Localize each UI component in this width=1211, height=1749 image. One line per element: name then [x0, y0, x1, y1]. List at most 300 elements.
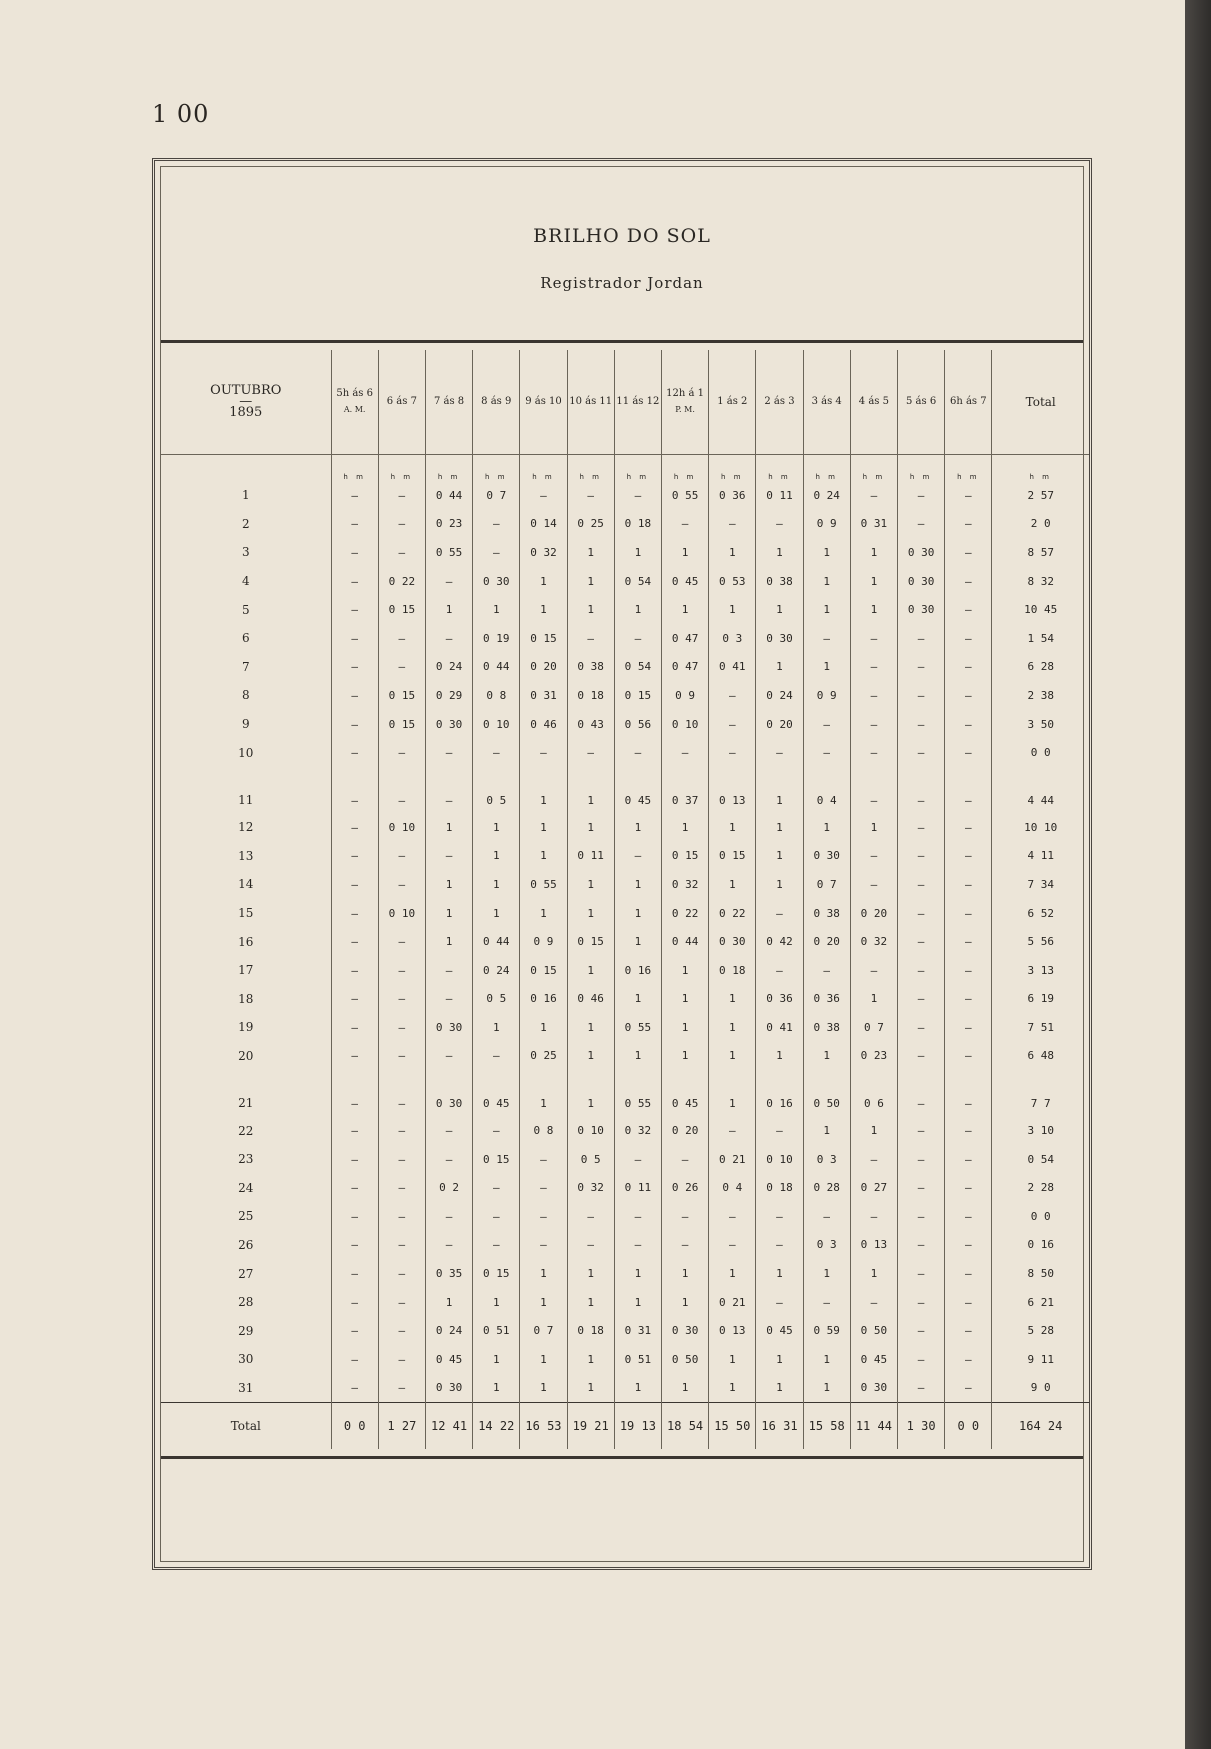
- hour-value-cell: 0 20: [756, 710, 803, 739]
- row-total-cell: 3 13: [1027, 963, 1054, 977]
- hour-value-cell: —: [378, 738, 425, 767]
- hour-value-cell: 0 18: [614, 510, 661, 539]
- unit-label: h m: [661, 455, 708, 482]
- hour-value-cell: —: [331, 767, 378, 813]
- hour-value-cell: —: [850, 681, 897, 710]
- day-cell: 11: [161, 767, 331, 813]
- meridiem: A. M.: [343, 405, 366, 414]
- hour-value-cell: —: [756, 1202, 803, 1231]
- hour-value-cell: 0 44: [473, 653, 520, 682]
- hour-value-cell: —: [898, 1231, 945, 1260]
- hour-value-cell: —: [898, 624, 945, 653]
- hour-value-cell: 1: [567, 567, 614, 596]
- hour-value-cell: —: [331, 1374, 378, 1403]
- hour-value-cell: 1: [661, 813, 708, 842]
- hour-value-cell: —: [331, 1013, 378, 1042]
- table-row: [161, 956, 1089, 985]
- hour-value-cell: —: [425, 1145, 472, 1174]
- table-row: [161, 538, 1089, 567]
- hour-value-cell: —: [898, 1316, 945, 1345]
- hour-value-cell: 1: [567, 956, 614, 985]
- hour-value-cell: —: [945, 681, 992, 710]
- hour-value-cell: 1: [614, 1259, 661, 1288]
- hour-value-cell: —: [331, 1070, 378, 1116]
- hour-value-cell: —: [614, 1231, 661, 1260]
- hour-value-cell: 1: [709, 1013, 756, 1042]
- hour-value-cell: 1: [850, 1116, 897, 1145]
- hour-value-cell: 1: [661, 595, 708, 624]
- day-cell: 30: [161, 1345, 331, 1374]
- hour-value-cell: —: [425, 1042, 472, 1071]
- month-header: [161, 350, 331, 455]
- hour-value-cell: 1: [803, 1345, 850, 1374]
- hour-value-cell: 0 15: [378, 595, 425, 624]
- hour-value-cell: 1: [661, 956, 708, 985]
- hour-value-cell: 0 30: [898, 595, 945, 624]
- hour-value-cell: —: [331, 813, 378, 842]
- hour-value-cell: —: [945, 710, 992, 739]
- hour-value-cell: —: [850, 1202, 897, 1231]
- hour-value-cell: —: [331, 1042, 378, 1071]
- hour-value-cell: 0 8: [520, 1116, 567, 1145]
- hour-value-cell: 1: [520, 813, 567, 842]
- table-row: [161, 1259, 1089, 1288]
- hour-value-cell: 0 53: [709, 567, 756, 596]
- day-cell: 12: [161, 813, 331, 842]
- hour-value-cell: 0 11: [756, 481, 803, 510]
- hour-value-cell: —: [945, 738, 992, 767]
- hour-value-cell: 0 20: [850, 899, 897, 928]
- hour-value-cell: 0 24: [425, 653, 472, 682]
- row-total-cell: 2 28: [1027, 1181, 1054, 1195]
- hour-value-cell: —: [945, 624, 992, 653]
- hour-value-cell: —: [945, 1173, 992, 1202]
- hour-value-cell: —: [567, 1202, 614, 1231]
- hour-value-cell: 1: [709, 1374, 756, 1403]
- hour-value-cell: 0 32: [520, 538, 567, 567]
- hour-value-cell: 1: [567, 1042, 614, 1071]
- hour-value-cell: —: [425, 738, 472, 767]
- hour-value-cell: —: [756, 899, 803, 928]
- hour-value-cell: 0 11: [567, 842, 614, 871]
- page-number: 1 00: [152, 100, 210, 128]
- hour-value-cell: —: [850, 956, 897, 985]
- hour-value-cell: —: [614, 1145, 661, 1174]
- table-row: [161, 710, 1089, 739]
- hour-value-cell: —: [945, 1259, 992, 1288]
- hour-value-cell: —: [567, 624, 614, 653]
- hour-column-header: [898, 350, 945, 455]
- day-cell: 8: [161, 681, 331, 710]
- hour-value-cell: 1: [473, 899, 520, 928]
- hour-value-cell: —: [945, 1345, 992, 1374]
- hour-value-cell: 1: [567, 595, 614, 624]
- hour-value-cell: —: [567, 1231, 614, 1260]
- hour-value-cell: —: [945, 1316, 992, 1345]
- column-total-cell: 12 41: [425, 1403, 472, 1450]
- hour-value-cell: 0 30: [898, 538, 945, 567]
- hour-value-cell: —: [378, 538, 425, 567]
- hour-value-cell: 1: [661, 1013, 708, 1042]
- table-frame-inner: [160, 166, 1084, 1562]
- hour-value-cell: —: [661, 738, 708, 767]
- hour-value-cell: —: [850, 738, 897, 767]
- hour-value-cell: 1: [567, 1374, 614, 1403]
- hour-value-cell: 1: [709, 1259, 756, 1288]
- hour-value-cell: 0 11: [614, 1173, 661, 1202]
- hour-value-cell: —: [378, 1070, 425, 1116]
- hour-value-cell: —: [520, 1202, 567, 1231]
- hour-value-cell: 0 9: [803, 510, 850, 539]
- hour-value-cell: —: [756, 738, 803, 767]
- hour-value-cell: —: [425, 767, 472, 813]
- hour-value-cell: 1: [567, 1013, 614, 1042]
- hour-value-cell: —: [945, 1070, 992, 1116]
- hour-value-cell: 1: [614, 927, 661, 956]
- day-cell: 13: [161, 842, 331, 871]
- hour-value-cell: 1: [520, 595, 567, 624]
- table-subtitle: Registrador Jordan: [540, 274, 704, 292]
- hour-value-cell: 0 18: [567, 1316, 614, 1345]
- row-total-cell: 8 50: [1027, 1267, 1054, 1281]
- hour-value-cell: —: [898, 653, 945, 682]
- row-total-cell: 5 56: [1027, 935, 1054, 949]
- hour-value-cell: 1: [614, 813, 661, 842]
- hour-value-cell: —: [331, 481, 378, 510]
- hour-value-cell: 0 9: [803, 681, 850, 710]
- hour-value-cell: 0 22: [378, 567, 425, 596]
- month-dash: —: [239, 394, 253, 409]
- hour-value-cell: —: [378, 1231, 425, 1260]
- hour-value-cell: 0 18: [709, 956, 756, 985]
- hour-value-cell: 0 10: [378, 899, 425, 928]
- hour-range: 11 ás 12: [616, 396, 660, 407]
- row-total-cell: 8 32: [1027, 574, 1054, 588]
- hour-value-cell: —: [378, 1345, 425, 1374]
- table-row: [161, 842, 1089, 871]
- hour-value-cell: 0 18: [756, 1173, 803, 1202]
- hour-value-cell: 0 46: [520, 710, 567, 739]
- row-total-cell: 7 51: [1027, 1020, 1054, 1034]
- column-total-cell: 18 54: [661, 1403, 708, 1450]
- hour-value-cell: —: [520, 1173, 567, 1202]
- hour-value-cell: —: [945, 899, 992, 928]
- hour-value-cell: —: [378, 1259, 425, 1288]
- table-row: [161, 1288, 1089, 1317]
- hour-value-cell: —: [756, 1116, 803, 1145]
- unit-label: h m: [331, 455, 378, 482]
- hour-value-cell: 1: [567, 813, 614, 842]
- row-total-cell: 0 0: [1030, 1209, 1051, 1223]
- hour-value-cell: 0 51: [614, 1345, 661, 1374]
- header-row: [161, 350, 1089, 455]
- hour-value-cell: 1: [567, 870, 614, 899]
- hour-value-cell: 0 5: [473, 767, 520, 813]
- hour-value-cell: 0 41: [709, 653, 756, 682]
- hour-value-cell: —: [378, 956, 425, 985]
- hour-column-header: [709, 350, 756, 455]
- hour-value-cell: —: [331, 1173, 378, 1202]
- hour-value-cell: 1: [520, 899, 567, 928]
- hour-value-cell: 0 15: [473, 1259, 520, 1288]
- hour-value-cell: 1: [709, 813, 756, 842]
- hour-value-cell: 0 32: [567, 1173, 614, 1202]
- hour-value-cell: —: [945, 1116, 992, 1145]
- row-total-cell: 7 7: [1030, 1097, 1051, 1111]
- column-total-cell: 15 50: [709, 1403, 756, 1450]
- hour-value-cell: 1: [709, 1042, 756, 1071]
- hour-value-cell: 1: [520, 1345, 567, 1374]
- hour-value-cell: 0 30: [425, 1374, 472, 1403]
- hour-value-cell: 1: [520, 767, 567, 813]
- hour-value-cell: 1: [614, 595, 661, 624]
- hour-value-cell: 0 13: [709, 767, 756, 813]
- hour-value-cell: 0 55: [661, 481, 708, 510]
- hour-value-cell: 0 44: [473, 927, 520, 956]
- hour-value-cell: 0 15: [567, 927, 614, 956]
- hour-value-cell: —: [850, 710, 897, 739]
- hour-value-cell: —: [709, 710, 756, 739]
- hour-value-cell: —: [898, 1070, 945, 1116]
- hour-column-header: [803, 350, 850, 455]
- month-name: OUTUBRO: [210, 383, 282, 398]
- day-cell: 20: [161, 1042, 331, 1071]
- hour-value-cell: 1: [473, 1345, 520, 1374]
- hour-value-cell: —: [945, 813, 992, 842]
- hour-value-cell: 0 44: [661, 927, 708, 956]
- row-total-cell: 1 54: [1027, 631, 1054, 645]
- row-total-cell: 0 16: [1027, 1238, 1054, 1252]
- day-cell: 1: [161, 481, 331, 510]
- hour-value-cell: —: [614, 624, 661, 653]
- totals-label: Total: [161, 1403, 331, 1450]
- hour-value-cell: —: [803, 1288, 850, 1317]
- hour-value-cell: —: [756, 510, 803, 539]
- day-cell: 15: [161, 899, 331, 928]
- hour-value-cell: —: [898, 1288, 945, 1317]
- units-spacer: [161, 455, 331, 482]
- table-row: [161, 681, 1089, 710]
- hour-value-cell: 0 30: [709, 927, 756, 956]
- table-row: [161, 1202, 1089, 1231]
- hour-value-cell: 1: [614, 899, 661, 928]
- hour-value-cell: 1: [756, 842, 803, 871]
- hour-value-cell: 0 23: [425, 510, 472, 539]
- hour-value-cell: —: [331, 1202, 378, 1231]
- hour-value-cell: —: [945, 767, 992, 813]
- table-row: [161, 595, 1089, 624]
- hour-value-cell: 0 43: [567, 710, 614, 739]
- hour-value-cell: 0 10: [378, 813, 425, 842]
- unit-label: h m: [567, 455, 614, 482]
- column-total-cell: 19 13: [614, 1403, 661, 1450]
- hour-value-cell: 0 7: [520, 1316, 567, 1345]
- hour-value-cell: —: [850, 842, 897, 871]
- table-row: [161, 1374, 1089, 1403]
- hour-value-cell: 0 3: [803, 1145, 850, 1174]
- column-total-cell: 1 30: [898, 1403, 945, 1450]
- hour-value-cell: 0 22: [709, 899, 756, 928]
- hour-value-cell: 0 15: [709, 842, 756, 871]
- hour-value-cell: 0 13: [709, 1316, 756, 1345]
- hour-value-cell: 0 15: [473, 1145, 520, 1174]
- table-row: [161, 567, 1089, 596]
- hour-value-cell: —: [425, 567, 472, 596]
- row-total-cell: 2 57: [1027, 488, 1054, 502]
- hour-value-cell: 0 31: [614, 1316, 661, 1345]
- hour-value-cell: —: [898, 1345, 945, 1374]
- hour-value-cell: 1: [614, 1042, 661, 1071]
- hour-value-cell: 1: [756, 767, 803, 813]
- hour-value-cell: —: [945, 1145, 992, 1174]
- row-total-cell: 6 28: [1027, 660, 1054, 674]
- table-row: [161, 738, 1089, 767]
- hour-value-cell: —: [945, 1202, 992, 1231]
- hour-value-cell: 0 23: [850, 1042, 897, 1071]
- hour-column-header: [378, 350, 425, 455]
- hour-value-cell: —: [331, 1345, 378, 1374]
- hour-value-cell: —: [945, 595, 992, 624]
- hour-value-cell: 0 19: [473, 624, 520, 653]
- row-total-cell: 3 10: [1027, 1124, 1054, 1138]
- hour-value-cell: 0 20: [520, 653, 567, 682]
- hour-value-cell: 1: [850, 567, 897, 596]
- hour-value-cell: —: [898, 1145, 945, 1174]
- hour-value-cell: 0 30: [850, 1374, 897, 1403]
- column-total-cell: 19 21: [567, 1403, 614, 1450]
- hour-range: 3 ás 4: [811, 396, 842, 407]
- table-row: [161, 1116, 1089, 1145]
- hour-value-cell: —: [756, 1231, 803, 1260]
- hour-value-cell: 0 47: [661, 624, 708, 653]
- hour-value-cell: 0 27: [850, 1173, 897, 1202]
- column-total-cell: 0 0: [945, 1403, 992, 1450]
- hour-value-cell: 0 32: [850, 927, 897, 956]
- hour-value-cell: —: [425, 956, 472, 985]
- hour-value-cell: 0 8: [473, 681, 520, 710]
- hour-value-cell: 1: [520, 567, 567, 596]
- hour-value-cell: —: [473, 1231, 520, 1260]
- hour-value-cell: 0 15: [520, 956, 567, 985]
- hour-value-cell: —: [520, 1231, 567, 1260]
- hour-value-cell: 0 4: [709, 1173, 756, 1202]
- day-cell: 7: [161, 653, 331, 682]
- hour-value-cell: —: [850, 624, 897, 653]
- hour-value-cell: —: [803, 710, 850, 739]
- hour-value-cell: —: [378, 1013, 425, 1042]
- table-row: [161, 1173, 1089, 1202]
- hour-value-cell: —: [378, 1145, 425, 1174]
- hour-value-cell: 1: [850, 538, 897, 567]
- hour-value-cell: —: [473, 1202, 520, 1231]
- hour-value-cell: 1: [803, 1259, 850, 1288]
- hour-value-cell: —: [945, 1042, 992, 1071]
- table-row: [161, 481, 1089, 510]
- hour-value-cell: 0 16: [614, 956, 661, 985]
- day-cell: 25: [161, 1202, 331, 1231]
- hour-value-cell: 1: [709, 985, 756, 1014]
- hour-value-cell: —: [378, 653, 425, 682]
- column-total-cell: 1 27: [378, 1403, 425, 1450]
- row-total-cell: 10 10: [1024, 820, 1058, 834]
- hour-value-cell: —: [378, 1288, 425, 1317]
- hour-value-cell: —: [331, 653, 378, 682]
- hour-value-cell: 0 29: [425, 681, 472, 710]
- hour-value-cell: 0 7: [803, 870, 850, 899]
- hour-value-cell: 1: [567, 1345, 614, 1374]
- hour-value-cell: 0 15: [378, 681, 425, 710]
- hour-value-cell: —: [898, 813, 945, 842]
- hour-range: 4 ás 5: [858, 396, 889, 407]
- row-total-cell: 6 52: [1027, 906, 1054, 920]
- hour-value-cell: —: [331, 1145, 378, 1174]
- hour-value-cell: —: [473, 1173, 520, 1202]
- hour-value-cell: —: [378, 1202, 425, 1231]
- row-total-cell: 0 54: [1027, 1152, 1054, 1166]
- hour-value-cell: 1: [425, 595, 472, 624]
- table-row: [161, 1231, 1089, 1260]
- hour-value-cell: 0 14: [520, 510, 567, 539]
- hour-value-cell: —: [331, 870, 378, 899]
- table-row: [161, 1345, 1089, 1374]
- table-row: [161, 899, 1089, 928]
- hour-value-cell: —: [945, 510, 992, 539]
- unit-label: h m: [803, 455, 850, 482]
- column-total-cell: 16 31: [756, 1403, 803, 1450]
- hour-range: 5 ás 6: [906, 396, 937, 407]
- hour-value-cell: 0 30: [425, 710, 472, 739]
- hour-value-cell: 0 7: [473, 481, 520, 510]
- hour-value-cell: 0 15: [520, 624, 567, 653]
- hour-value-cell: 0 25: [520, 1042, 567, 1071]
- hour-value-cell: —: [898, 1259, 945, 1288]
- hour-value-cell: —: [473, 738, 520, 767]
- hour-value-cell: 1: [850, 985, 897, 1014]
- hour-value-cell: —: [945, 567, 992, 596]
- hour-value-cell: —: [709, 681, 756, 710]
- hour-value-cell: 1: [425, 1288, 472, 1317]
- hour-value-cell: —: [898, 510, 945, 539]
- hour-value-cell: —: [520, 738, 567, 767]
- hour-value-cell: 0 31: [850, 510, 897, 539]
- hour-value-cell: 0 41: [756, 1013, 803, 1042]
- hour-value-cell: 0 55: [614, 1070, 661, 1116]
- table-body: [161, 455, 1089, 1450]
- hour-value-cell: —: [331, 956, 378, 985]
- row-total-cell: 2 38: [1027, 688, 1054, 702]
- day-cell: 16: [161, 927, 331, 956]
- hour-value-cell: 0 37: [661, 767, 708, 813]
- hour-value-cell: —: [850, 1288, 897, 1317]
- hour-value-cell: 0 36: [756, 985, 803, 1014]
- hour-value-cell: 0 6: [850, 1070, 897, 1116]
- hour-value-cell: 1: [756, 813, 803, 842]
- hour-value-cell: —: [378, 1374, 425, 1403]
- day-cell: 9: [161, 710, 331, 739]
- hour-value-cell: —: [378, 1042, 425, 1071]
- table-row: [161, 927, 1089, 956]
- hour-value-cell: 1: [756, 595, 803, 624]
- hour-value-cell: 0 9: [520, 927, 567, 956]
- hour-range: 6 ás 7: [386, 396, 417, 407]
- hour-value-cell: 1: [520, 1374, 567, 1403]
- hour-value-cell: 0 21: [709, 1288, 756, 1317]
- column-total-cell: 14 22: [473, 1403, 520, 1450]
- hour-value-cell: 0 30: [661, 1316, 708, 1345]
- hour-value-cell: 1: [803, 653, 850, 682]
- hour-value-cell: 0 25: [567, 510, 614, 539]
- day-cell: 5: [161, 595, 331, 624]
